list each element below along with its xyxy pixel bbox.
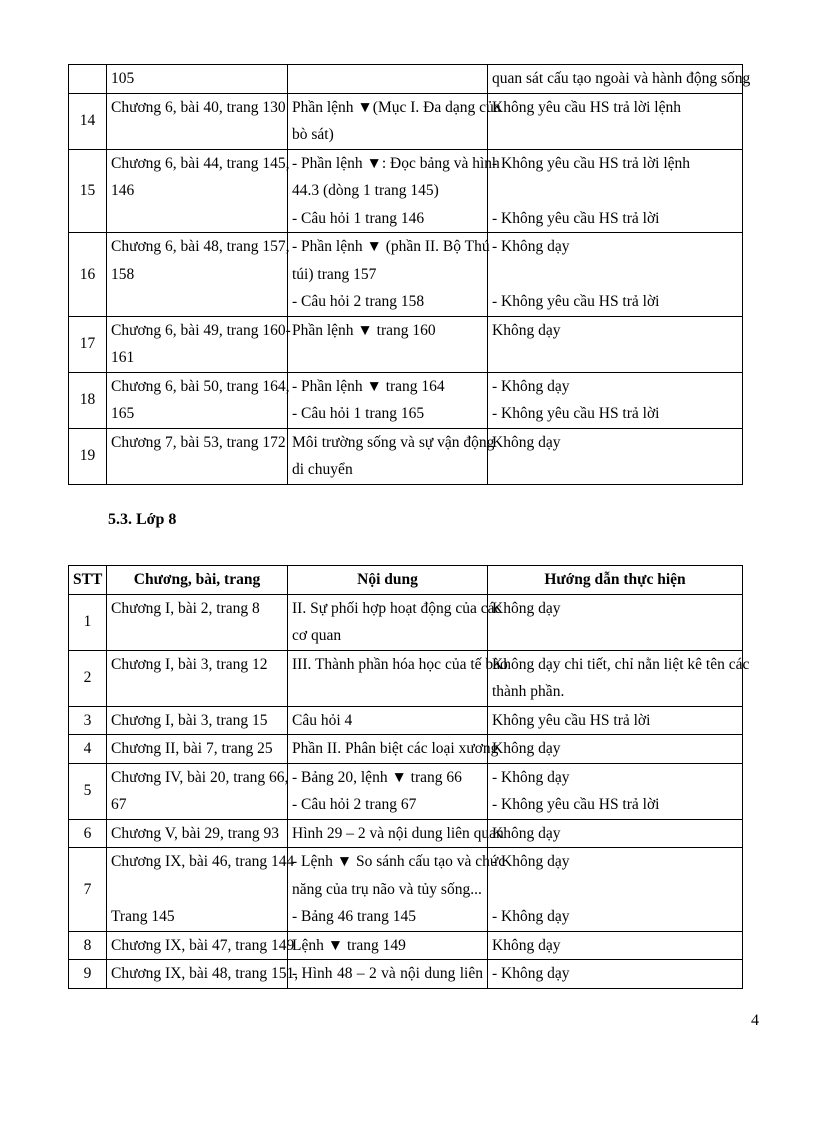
cell-line: Không dạy: [492, 599, 561, 617]
cell-huongdan: [488, 650, 750, 706]
cell-line: túi) trang 157: [292, 265, 377, 283]
cell-chuong: [107, 316, 291, 372]
cell-huongdan: [488, 848, 743, 932]
cell-line: - Không yêu cầu HS trả lời: [492, 796, 660, 813]
cell-stt: [69, 65, 107, 94]
cell-line: Không yêu cầu HS trả lời lệnh: [492, 98, 681, 116]
section-title: 5.3. Lớp 8: [108, 511, 177, 528]
cell-line: Không dạy: [492, 433, 561, 451]
cell-line: Chương I, bài 3, trang 15: [111, 711, 268, 729]
cell-line: - Bảng 46 trang 145: [292, 908, 416, 925]
cell-noidung: [288, 93, 501, 149]
table-row: [69, 316, 743, 372]
cell-noidung: [288, 372, 488, 428]
cell-line: [492, 261, 738, 289]
cell-stt: 3: [69, 706, 107, 735]
cell-stt: 7: [69, 848, 107, 932]
cell-line: Không yêu cầu HS trả lời: [492, 711, 651, 729]
cell-line: [292, 65, 483, 93]
table-body: [69, 65, 751, 485]
cell-line: Chương 6, bài 48, trang 157,: [111, 238, 290, 255]
cell-line: Chương 7, bài 53, trang 172: [111, 433, 286, 451]
cell-line: Câu hỏi 4: [292, 711, 353, 729]
cell-line: - Không dạy: [492, 238, 570, 255]
cell-line: - Không dạy: [492, 965, 570, 982]
cell-noidung: [288, 763, 488, 819]
cell-noidung: [288, 931, 488, 960]
cell-chuong: [107, 819, 288, 848]
cell-line: - Không yêu cầu HS trả lời: [492, 293, 660, 310]
cell-line: Chương 6, bài 49, trang 160-: [111, 321, 291, 339]
cell-line: Phần II. Phân biệt các loại xương: [292, 740, 499, 757]
cell-noidung: [288, 65, 488, 94]
header-stt: STT: [69, 566, 107, 595]
cell-noidung: [288, 735, 499, 764]
cell-line: Trang 145: [111, 908, 175, 925]
table-row: [69, 960, 743, 989]
cell-line: 161: [111, 349, 135, 366]
cell-line: - Câu hỏi 2 trang 67: [292, 796, 417, 813]
cell-line: - Phần lệnh ▼: Đọc bảng và hình: [292, 154, 500, 172]
cell-line: Chương I, bài 3, trang 12: [111, 655, 268, 673]
cell-chuong: [107, 763, 288, 819]
cell-line: Không dạy: [492, 740, 561, 757]
cell-line: Lệnh ▼ trang 149: [292, 936, 406, 954]
cell-stt: 8: [69, 931, 107, 960]
cell-chuong: [107, 93, 288, 149]
cell-chuong: [107, 428, 288, 484]
cell-line: - Không yêu cầu HS trả lời lệnh: [492, 154, 691, 172]
cell-line: 165: [111, 405, 135, 422]
cell-huongdan: [488, 149, 743, 233]
table-row: [69, 848, 743, 932]
cell-huongdan: [488, 763, 743, 819]
cell-chuong: [107, 931, 295, 960]
cell-line: Chương V, bài 29, trang 93: [111, 824, 280, 842]
cell-line: Chương I, bài 2, trang 8: [111, 599, 260, 617]
cell-line: - Không dạy: [492, 908, 570, 925]
cell-line: Chương 6, bài 44, trang 145,: [111, 154, 290, 172]
cell-line: Chương IX, bài 46, trang 144: [111, 853, 295, 870]
cell-chuong: [107, 706, 288, 735]
cell-stt: 5: [69, 763, 107, 819]
table-header-row: [69, 566, 743, 595]
cell-line: - Không dạy: [492, 768, 570, 786]
cell-stt: 4: [69, 735, 107, 764]
table-row: [69, 931, 743, 960]
table-row: [69, 763, 743, 819]
cell-chuong: [107, 594, 288, 650]
cell-huongdan: [488, 960, 743, 989]
table-row: [69, 428, 743, 484]
cell-line: - Bảng 20, lệnh ▼ trang 66: [292, 768, 462, 786]
cell-huongdan: [488, 428, 743, 484]
cell-line: 67: [111, 796, 127, 813]
cell-noidung: [288, 706, 488, 735]
cell-huongdan: [488, 372, 743, 428]
cell-line: III. Thành phần hóa học của tế bào: [292, 655, 508, 673]
cell-chuong: [107, 735, 288, 764]
header-noidung: Nội dung: [288, 566, 488, 595]
cell-noidung: [288, 960, 488, 989]
cell-line: Chương 6, bài 40, trang 130: [111, 98, 286, 116]
cell-stt: 1: [69, 594, 107, 650]
cell-line: Không dạy: [492, 321, 561, 339]
cell-line: bò sát): [292, 126, 334, 143]
cell-line: Không dạy: [492, 936, 561, 954]
cell-stt: 16: [69, 233, 107, 317]
cell-stt: 2: [69, 650, 107, 706]
cell-stt: 19: [69, 428, 107, 484]
cell-huongdan: [488, 735, 743, 764]
cell-line: - Không yêu cầu HS trả lời: [492, 209, 660, 227]
cell-line: Hình 29 – 2 và nội dung liên quan: [292, 824, 504, 842]
cell-line: - Câu hỏi 1 trang 146: [292, 209, 425, 227]
cell-stt: 6: [69, 819, 107, 848]
cell-stt: 18: [69, 372, 107, 428]
cell-line: Không dạy chi tiết, chỉ nằn liệt kê tên các: [492, 655, 750, 673]
cell-huongdan: [488, 93, 743, 149]
cell-line: cơ quan: [292, 627, 342, 644]
table-row: [69, 650, 743, 706]
cell-line: II. Sự phối hợp hoạt động của các: [292, 599, 502, 617]
cell-line: Phần lệnh ▼ trang 160: [292, 321, 436, 339]
cell-noidung: [288, 650, 508, 706]
cell-line: - Lệnh ▼ So sánh cấu tạo và chức: [292, 853, 506, 870]
cell-stt: 9: [69, 960, 107, 989]
cell-line: 44.3 (dòng 1 trang 145): [292, 182, 439, 199]
cell-chuong: [107, 960, 299, 989]
cell-chuong: [107, 65, 288, 94]
page-number: 4: [751, 1012, 759, 1029]
cell-huongdan: [488, 316, 743, 372]
table-row: [69, 819, 743, 848]
cell-huongdan: [488, 594, 743, 650]
cell-line: 146: [111, 182, 135, 199]
cell-chuong: [107, 848, 295, 932]
cell-huongdan: [488, 65, 751, 94]
cell-noidung: [288, 848, 506, 932]
cell-line: - Không dạy: [492, 377, 570, 395]
cell-line: - Câu hỏi 2 trang 158: [292, 293, 425, 310]
table-row: [69, 65, 743, 94]
cell-line: thành phần.: [492, 683, 565, 700]
table-lop8: [68, 565, 750, 989]
cell-noidung: [288, 233, 488, 317]
cell-noidung: [288, 594, 502, 650]
table-lop7-continued: [68, 64, 751, 485]
cell-stt: 15: [69, 149, 107, 233]
table-body: [69, 594, 750, 988]
cell-chuong: [107, 650, 288, 706]
cell-line: [492, 177, 738, 205]
cell-huongdan: [488, 233, 743, 317]
cell-line: - Không dạy: [492, 853, 570, 870]
cell-line: 105: [111, 70, 135, 87]
cell-huongdan: [488, 931, 743, 960]
cell-noidung: [288, 316, 488, 372]
cell-chuong: [107, 372, 288, 428]
cell-huongdan: [488, 706, 743, 735]
cell-line: - Hình 48 – 2 và nội dung liên: [292, 965, 483, 982]
cell-line: Chương IV, bài 20, trang 66,: [111, 768, 289, 786]
table-row: [69, 149, 743, 233]
cell-noidung: [288, 149, 500, 233]
cell-line: Chương IX, bài 47, trang 149: [111, 936, 295, 954]
cell-line: 158: [111, 265, 135, 283]
cell-line: Phần lệnh ▼(Mục I. Đa dạng của: [292, 98, 501, 116]
cell-line: Môi trường sống và sự vận động: [292, 433, 495, 451]
cell-line: Chương II, bài 7, trang 25: [111, 740, 273, 757]
header-chuong: Chương, bài, trang: [107, 566, 288, 595]
cell-line: - Phần lệnh ▼ trang 164: [292, 377, 445, 395]
cell-line: quan sát cấu tạo ngoài và hành động sống: [492, 70, 751, 87]
cell-huongdan: [488, 819, 743, 848]
cell-stt: 14: [69, 93, 107, 149]
cell-line: [111, 876, 283, 904]
cell-line: Chương IX, bài 48, trang 151,: [111, 965, 299, 982]
header-huongdan: Hướng dẫn thực hiện: [488, 566, 743, 595]
cell-line: [492, 876, 738, 904]
cell-noidung: [288, 428, 495, 484]
cell-noidung: [288, 819, 504, 848]
cell-line: Chương 6, bài 50, trang 164,: [111, 377, 290, 395]
table-row: [69, 594, 743, 650]
cell-stt: 17: [69, 316, 107, 372]
cell-line: - Phần lệnh ▼ (phần II. Bộ Thú: [292, 238, 490, 255]
table-row: [69, 93, 743, 149]
cell-line: di chuyển: [292, 461, 353, 478]
table-row: [69, 735, 743, 764]
table-row: [69, 706, 743, 735]
cell-chuong: [107, 149, 288, 233]
cell-line: năng của trụ não và tủy sống...: [292, 880, 482, 898]
table-row: [69, 233, 743, 317]
table-row: [69, 372, 743, 428]
cell-line: Không dạy: [492, 824, 561, 842]
cell-line: - Câu hỏi 1 trang 165: [292, 405, 425, 422]
cell-line: - Không yêu cầu HS trả lời: [492, 405, 660, 422]
cell-chuong: [107, 233, 288, 317]
